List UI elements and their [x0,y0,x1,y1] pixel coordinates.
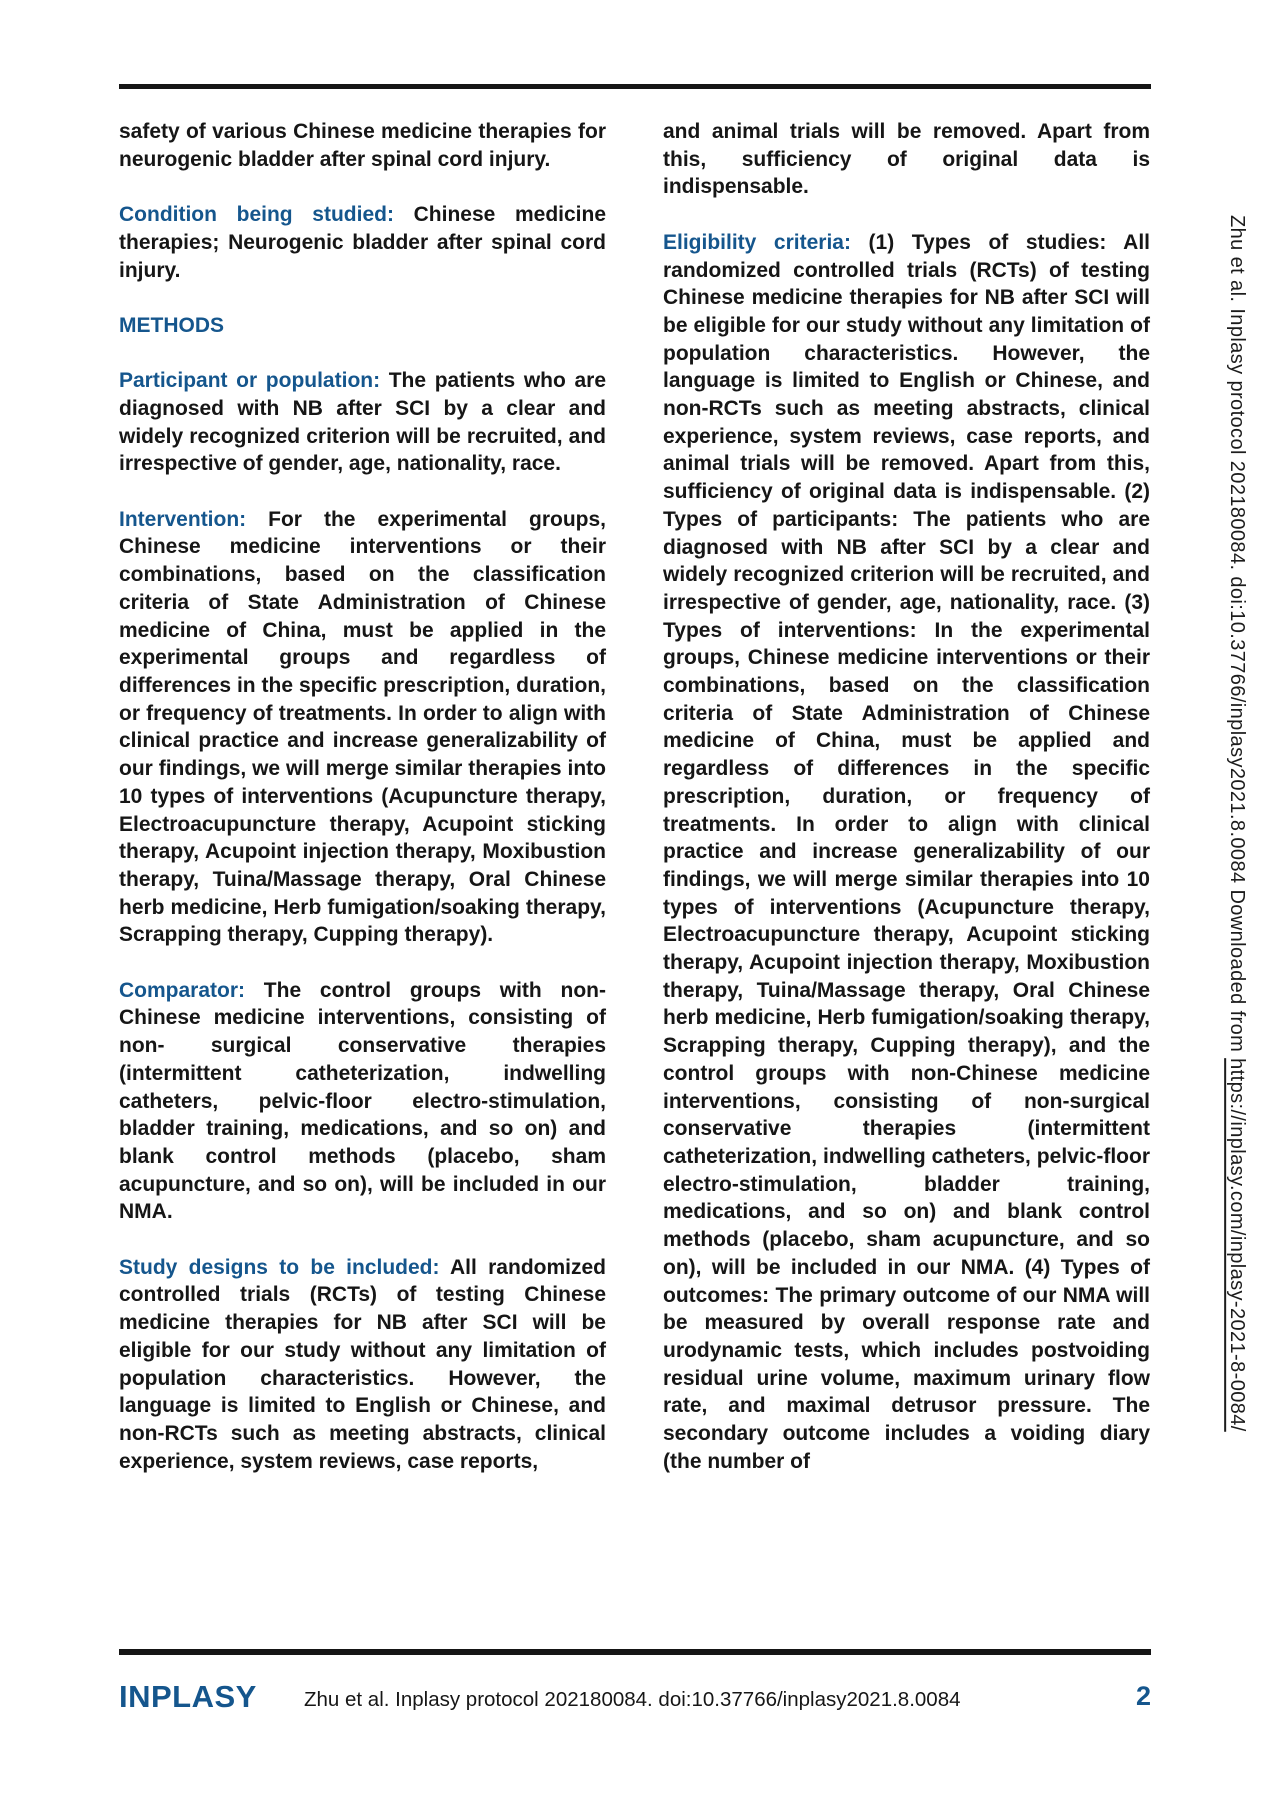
paragraph-comparator [119,977,606,1226]
footer-rule [119,1649,1151,1655]
top-rule [119,84,1151,89]
paragraph-continuation [663,118,1150,201]
sidebar-citation-link[interactable]: https://inplasy.com/inplasy-2021-8-0084/ [1226,1058,1248,1432]
section-label: Participant or population: [119,369,381,393]
methods-heading: METHODS [119,313,224,337]
paragraph-participant-or-population [119,367,606,478]
paragraph-eligibility-criteria [663,229,1150,1476]
left-column [119,118,606,1475]
footer-citation: Zhu et al. Inplasy protocol 202180084. doi:10.37766/inplasy2021.8.0084 [304,1688,961,1711]
paragraph-text: The patients who are diagnosed with NB after SCI by a clear and widely recognized criterion will be recruited, and irrespective of gender, age, nationality, race. [119,369,606,476]
paragraph-intervention [119,506,606,949]
section-label: Study designs to be included: [119,1255,440,1279]
sidebar-citation-text: Zhu et al. Inplasy protocol 202180084. doi:10.37766/inplasy2021.8.0084 Downloaded from [1226,215,1248,1059]
paragraph-text: and animal trials will be removed. Apart from this, sufficiency of original data is indispensable. [663,120,1150,199]
paragraph-continuation [119,118,606,173]
paragraph-text: For the experimental groups, Chinese medicine interventions or their combinations, based on the classification criteria of State Administration of Chinese medicine of China, must be applied in the experimental groups and regardless of differences in the specific prescription, duration, or frequency of treatments. In order to align with clinical practice and increase generalizability of our findings, we will merge similar therapies into 10 types of interventions (Acupuncture therapy, Electroacupuncture therapy, Acupoint sticking therapy, Acupoint injection therapy, Moxibustion therapy, Tuina/Massage therapy, Oral Chinese herb medicine, Herb fumigation/soaking therapy, Scrapping therapy, Cupping therapy). [119,507,606,947]
paragraph-text: safety of various Chinese medicine therapies for neurogenic bladder after spinal cord injury. [119,120,606,171]
section-label: Eligibility criteria: [663,230,851,254]
sidebar-citation [1224,215,1250,1555]
two-column-body [119,118,1151,1475]
paragraph-condition-being-studied [119,201,606,284]
paragraph-study-designs [119,1254,606,1476]
paragraph-text: Chinese medicine therapies; Neurogenic bladder after spinal cord injury. [119,203,607,282]
section-label: Comparator: [119,978,246,1002]
page-number: 2 [1135,1681,1151,1711]
paragraph-text: The control groups with non-Chinese medicine interventions, consisting of non- surgical conservative therapies (intermittent catheterization, indwelling catheters, pelvic-floor electro-stimulation, bladder training, medications, and so on) and blank control methods (placebo, sham acupuncture, and so on), will be included in our NMA. [119,978,606,1224]
right-column [663,118,1150,1475]
inplasy-logo: INPLASY [119,1679,257,1714]
section-label: Condition being studied: [119,203,394,227]
paragraph-text: All randomized controlled trials (RCTs) of testing Chinese medicine therapies for NB after SCI will be eligible for our study without any limitation of population characteristics. However, the language is limited to English or Chinese, and non-RCTs such as meeting abstracts, clinical experience, system reviews, case reports, [119,1255,606,1473]
paragraph-text: (1) Types of studies: All randomized controlled trials (RCTs) of testing Chinese medicine therapies for NB after SCI will be eligible for our study without any limitation of population characteristics. However, the language is limited to English or Chinese, and non-RCTs such as meeting abstracts, clinical experience, system reviews, case reports, and animal trials will be removed. Apart from this, sufficiency of original data is indispensable. (2) Types of participants: The patients who are diagnosed with NB after SCI by a clear and widely recognized criterion will be recruited, and irrespective of gender, age, nationality, race. (3) Types of interventions: In the experimental groups, Chinese medicine interventions or their combinations, based on the classification criteria of State Administration of Chinese medicine of China, must be applied and regardless of differences in the specific prescription, duration, or frequency of treatments. In order to align with clinical practice and increase generalizability of our findings, we will merge similar therapies into 10 types of interventions (Acupuncture therapy, Electroacupuncture therapy, Acupoint sticking therapy, Acupoint injection therapy, Moxibustion therapy, Tuina/Massage therapy, Oral Chinese herb medicine, Herb fumigation/soaking therapy, Scrapping therapy, Cupping therapy), and the control groups with non-Chinese medicine interventions, consisting of non-surgical conservative therapies (intermittent catheterization, indwelling catheters, pelvic-floor electro-stimulation, bladder training, medications, and so on) and blank control methods (placebo, sham acupuncture, and so on), will be included in our NMA. (4) Types of outcomes: The primary outcome of our NMA will be measured by overall response rate and urodynamic tests, which includes postvoiding residual urine volume, maximum urinary flow rate, and maximal detrusor pressure. The secondary outcome includes a voiding diary (the number of [663,230,1150,1473]
section-label: Intervention: [119,507,247,531]
